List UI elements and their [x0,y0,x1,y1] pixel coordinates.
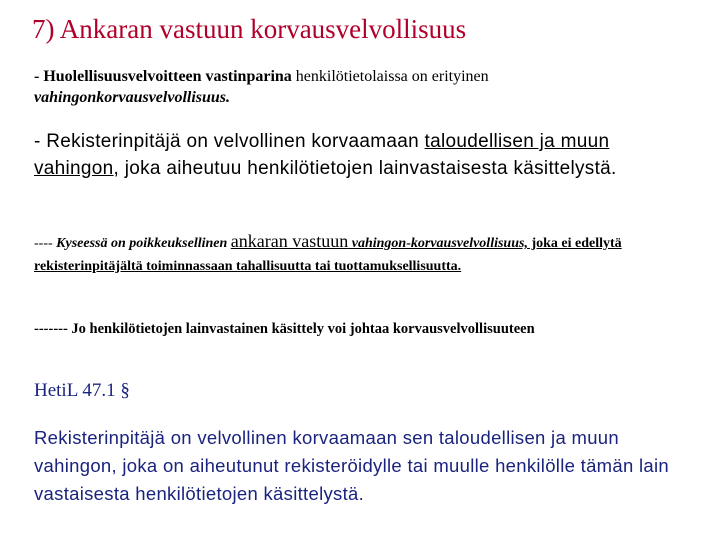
paragraph3-italic-underlined: vahingon-korvausvelvollisuus, [348,236,528,251]
paragraph1-tail: vahingonkorvausvelvollisuus. [34,89,231,106]
paragraph-controller-liability [34,128,680,182]
paragraph2-underlined: taloudellisen ja muun vahingon [34,131,610,179]
law-text: Rekisterinpitäjä on velvollinen korvaamaan sen taloudellisen ja muun vahingon, joka on aiheutunut rekisteröidylle tai muulle henkilölle tämän lain vastaisesta henkilötietojen käsittelystä. [34,427,669,504]
paragraph3-strict-liability-term: ankaran vastuun [230,231,349,251]
paragraph-unlawful-processing: ------- Jo henkilötietojen lainvastainen käsittely voi johtaa korvausvelvollisuuteen [34,321,535,337]
paragraph2-text1: - Rekisterinpitäjä on velvollinen korvaamaan [34,131,425,152]
law-reference: HetiL 47.1 § [34,380,130,401]
paragraph1-lead: - Huolellisuusvelvoitteen vastinparina [34,68,292,85]
slide-title: 7) Ankaran vastuun korvausvelvollisuus [32,14,467,44]
paragraph3-bold-underlined: joka ei edellytä rekisterinpitäjältä toiminnassaan tahallisuutta tai tuottamuksellisuutta. [34,236,622,274]
paragraph-duty-of-care [34,66,680,108]
paragraph-strict-liability [34,230,680,278]
paragraph1-middle: henkilötietolaissa on erityinen [291,68,489,85]
paragraph3-dashes: ---- [34,236,57,251]
paragraph2-text2: , joka aiheutuu henkilötietojen lainvastaisesta käsittelystä. [113,158,617,179]
paragraph3-italic: Kyseessä on poikkeuksellinen [56,236,231,251]
